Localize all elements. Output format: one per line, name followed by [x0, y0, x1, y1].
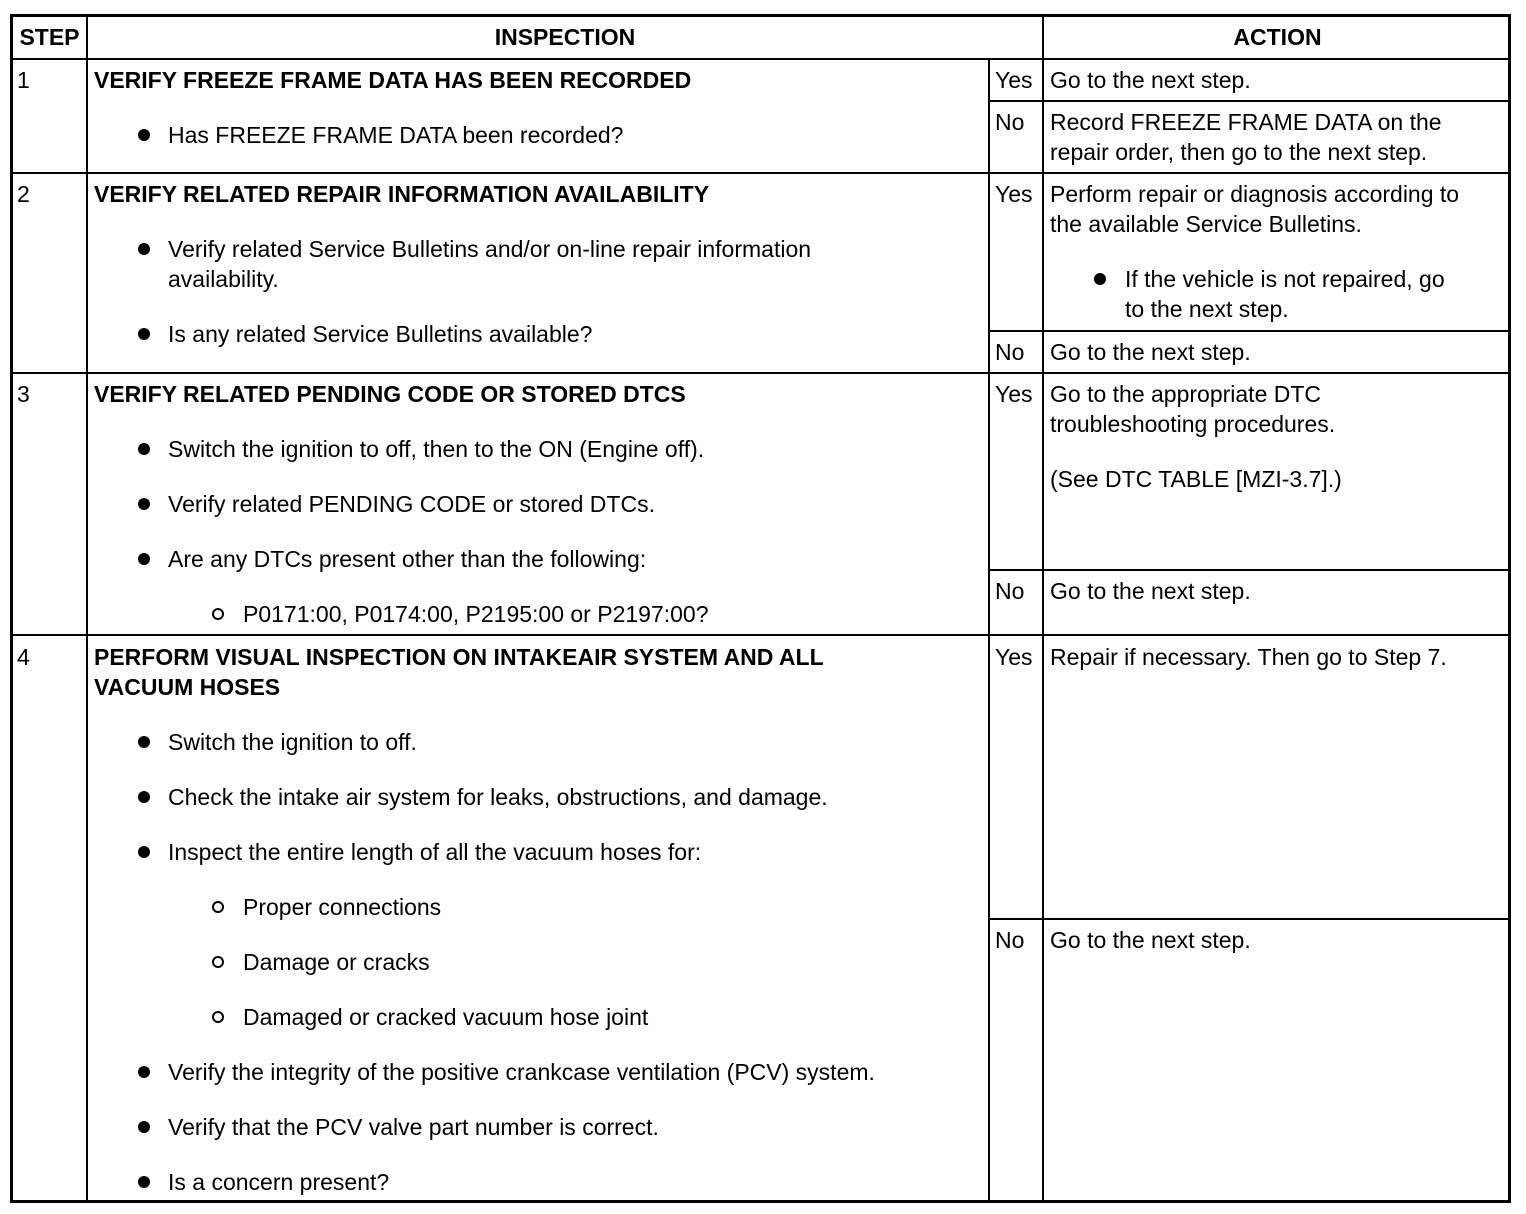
yes-no-divider [988, 918, 1511, 920]
step-number: 4 [17, 644, 30, 670]
step-title: VERIFY RELATED REPAIR INFORMATION AVAILABILITY [94, 181, 710, 207]
bullet-icon [138, 846, 150, 858]
inspection-item: Verify related Service Bulletins and/or on-line repair information [168, 236, 812, 262]
inspection-subitem: Damage or cracks [243, 949, 430, 975]
step-number: 3 [17, 381, 30, 407]
sub-bullet-icon [212, 901, 224, 913]
column-divider [86, 14, 88, 1203]
no-label: No [995, 578, 1025, 604]
sub-bullet-icon [212, 608, 224, 620]
header-inspection: INSPECTION [494, 24, 636, 50]
bullet-icon [138, 129, 150, 141]
inspection-subitem: Proper connections [243, 894, 442, 920]
yes-action-note: (See DTC TABLE [MZI-3.7].) [1050, 466, 1342, 492]
bullet-icon [138, 498, 150, 510]
yes-label: Yes [995, 67, 1033, 93]
yes-action: Go to the next step. [1050, 67, 1251, 93]
yes-action: the available Service Bulletins. [1050, 211, 1362, 237]
inspection-item: Has FREEZE FRAME DATA been recorded? [168, 122, 624, 148]
yes-no-divider [988, 100, 1511, 102]
no-label: No [995, 109, 1025, 135]
inspection-item: Switch the ignition to off. [168, 729, 417, 755]
no-action: repair order, then go to the next step. [1050, 139, 1428, 165]
yes-label: Yes [995, 644, 1033, 670]
bullet-icon [138, 553, 150, 565]
no-action: Go to the next step. [1050, 578, 1251, 604]
yes-action: troubleshooting procedures. [1050, 411, 1336, 437]
yes-action: Repair if necessary. Then go to Step 7. [1050, 644, 1447, 670]
yes-label: Yes [995, 181, 1033, 207]
step-title: VACUUM HOSES [94, 674, 281, 700]
sub-bullet-icon [212, 956, 224, 968]
bullet-icon [138, 791, 150, 803]
inspection-item: Verify that the PCV valve part number is correct. [168, 1114, 659, 1140]
row-divider [10, 634, 1511, 636]
yes-action: Go to the appropriate DTC [1050, 381, 1322, 407]
yes-label: Yes [995, 381, 1033, 407]
bullet-icon [138, 1066, 150, 1078]
inspection-item: Is any related Service Bulletins available? [168, 321, 593, 347]
inspection-item: Is a concern present? [168, 1169, 390, 1195]
no-action: Record FREEZE FRAME DATA on the [1050, 109, 1442, 135]
bullet-icon [138, 1121, 150, 1133]
no-label: No [995, 339, 1025, 365]
inspection-subitem: Damaged or cracked vacuum hose joint [243, 1004, 649, 1030]
bullet-icon [138, 243, 150, 255]
sub-bullet-icon [212, 1011, 224, 1023]
step-title: PERFORM VISUAL INSPECTION ON INTAKEAIR SYSTEM AND ALL [94, 644, 824, 670]
step-title: VERIFY RELATED PENDING CODE OR STORED DTCS [94, 381, 686, 407]
header-step: STEP [19, 24, 80, 50]
yes-no-divider [988, 330, 1511, 332]
row-divider [10, 58, 1511, 60]
row-divider [10, 172, 1511, 174]
inspection-item: Switch the ignition to off, then to the ON (Engine off). [168, 436, 705, 462]
yes-action: Perform repair or diagnosis according to [1050, 181, 1460, 207]
inspection-item: Are any DTCs present other than the following: [168, 546, 647, 572]
yes-action-bullet: to the next step. [1125, 296, 1289, 322]
bullet-icon [138, 328, 150, 340]
column-divider [988, 58, 990, 1203]
no-label: No [995, 927, 1025, 953]
step-number: 2 [17, 181, 30, 207]
row-divider [10, 372, 1511, 374]
bullet-icon [1094, 273, 1106, 285]
bullet-icon [138, 736, 150, 748]
inspection-item: availability. [168, 266, 279, 292]
bullet-icon [138, 1176, 150, 1188]
bullet-icon [138, 443, 150, 455]
yes-action-bullet: If the vehicle is not repaired, go [1125, 266, 1445, 292]
step-title: VERIFY FREEZE FRAME DATA HAS BEEN RECORDED [94, 67, 692, 93]
inspection-item: Verify the integrity of the positive crankcase ventilation (PCV) system. [168, 1059, 875, 1085]
header-action: ACTION [1233, 24, 1322, 50]
inspection-subitem: P0171:00, P0174:00, P2195:00 or P2197:00? [243, 601, 709, 627]
inspection-item: Inspect the entire length of all the vacuum hoses for: [168, 839, 702, 865]
column-divider [1042, 14, 1044, 1203]
step-number: 1 [17, 67, 30, 93]
no-action: Go to the next step. [1050, 927, 1251, 953]
inspection-item: Check the intake air system for leaks, obstructions, and damage. [168, 784, 828, 810]
yes-no-divider [988, 569, 1511, 571]
no-action: Go to the next step. [1050, 339, 1251, 365]
inspection-item: Verify related PENDING CODE or stored DTCs. [168, 491, 655, 517]
